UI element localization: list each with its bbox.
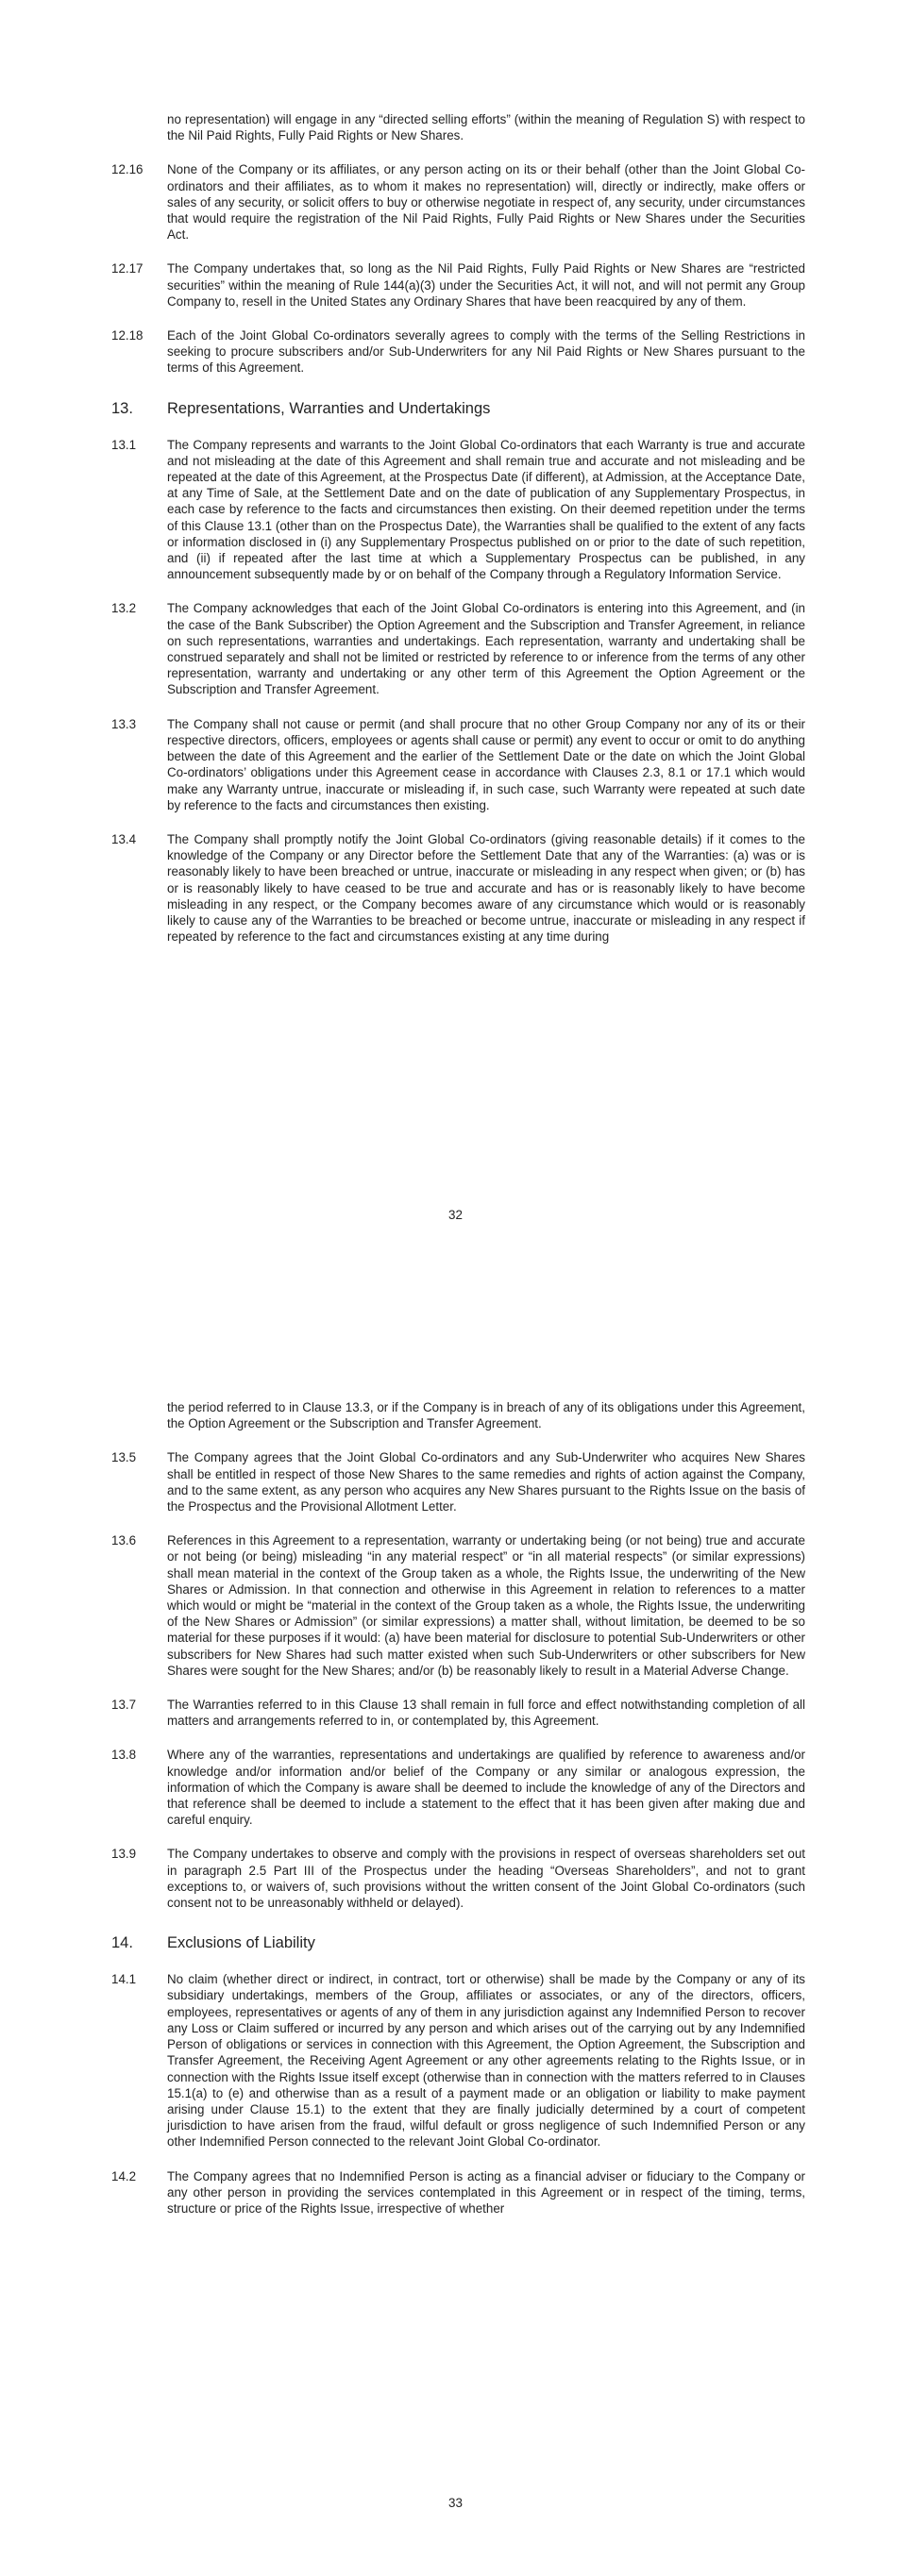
clause-text: The Warranties referred to in this Clause 13 shall remain in full force and effect notwithstanding completion of all matters and arrangements referred to in, or contemplated by, this Agreement.: [167, 1698, 805, 1729]
clause-13-9: [111, 1846, 805, 1911]
clause-13-6: [111, 1532, 805, 1679]
clause-text: Each of the Joint Global Co-ordinators severally agrees to comply with the terms of the Selling Restrictions in seeking to procure subscribers and/or Sub-Underwriters for any Nil Paid Rights or New Shares pursuant to the terms of this Agreement.: [167, 328, 805, 376]
clause-text: References in this Agreement to a representation, warranty or undertaking being (or not being) true and accurate or not being (or being) misleading “in any material respect” or “in all material respects” (or similar expressions) shall mean material in the context of the Group taken as a whole, the Rights Issue, the underwriting of the New Shares or Admission. In that connection and otherwise in this Agreement in relation to references to a matter which would or might be “material in the context of the Group taken as a whole, the Rights Issue, the underwriting of the New Shares or Admission” (or similar expressions) a matter shall, without limitation, be deemed to be so material for these purposes if it would: (a) have been material for disclosure to potential Sub-Underwriters or other subscribers for New Shares had such matter existed when such Sub-Underwriters or other subscribers for New Shares were sought for the New Shares; and/or (b) be reasonably likely to result in a Material Adverse Change.: [167, 1533, 805, 1678]
page-32-body: [111, 111, 805, 962]
clause-12-17: [111, 260, 805, 309]
clause-13-7: [111, 1697, 805, 1729]
clause-number: 13.5: [111, 1450, 137, 1465]
clause-13-5: [111, 1449, 805, 1514]
clause-12-16: [111, 161, 805, 243]
clause-text: The Company undertakes to observe and comply with the provisions in respect of overseas shareholders set out in paragraph 2.5 Part III of the Prospectus under the heading “Overseas Shareholders”, and not to grant exceptions to, or waivers of, such provisions without the written consent of the Joint Global Co-ordinators (such consent not to be unreasonably withheld or delayed).: [167, 1847, 805, 1911]
clause-number: 12.18: [111, 328, 143, 343]
clause-14-1: [111, 1971, 805, 2149]
page-33-body: [111, 1399, 805, 2234]
section-title: Representations, Warranties and Undertakings: [167, 399, 491, 417]
clause-number: 13.3: [111, 716, 137, 731]
section-heading-13: [111, 399, 805, 418]
clause-14-2: [111, 2168, 805, 2217]
clause-text: The Company shall promptly notify the Joint Global Co-ordinators (giving reasonable details) if it comes to the knowledge of the Company or any Director before the Settlement Date that any of the Warranties: (a) was or is reasonably likely to have been breached or untrue, inaccurate or misleading in any respect when given; or (b) has or is reasonably likely to have ceased to be true and accurate and has or is reasonably likely to have become misleading in any respect, or the Company becomes aware of any circumstance which would or is reasonably likely to cause any of the Warranties to be breached or become untrue, inaccurate or misleading in any respect if repeated by reference to the fact and circumstances existing at any time during: [167, 831, 805, 945]
clause-text: No claim (whether direct or indirect, in contract, tort or otherwise) shall be made by the Company or any of its subsidiary undertakings, members of the Group, affiliates or associates, or any of the directors, officers, employees, representatives or agents of any of them in any jurisdiction against any Indemnified Person to recover any Loss or Claim suffered or incurred by any person and which arises out of the carrying out by any Indemnified Person of obligations or services in connection with this Agreement, the Option Agreement, the Subscription and Transfer Agreement, the Receiving Agent Agreement or any other agreements relating to the Rights Issue, or in connection with the Rights Issue itself except (otherwise than in connection with the matters referred to in Clauses 15.1(a) to (e) and otherwise than as a result of a payment made or an obligation or liability to make payment arising under Clause 15.1) to the extent that they are finally judicially determined by a court of competent jurisdiction to have arisen from the fraud, wilful default or gross negligence of such Indemnified Person or any other Indemnified Person connected to the relevant Joint Global Co-ordinator.: [167, 1972, 805, 2149]
clause-number: 13.6: [111, 1533, 137, 1548]
clause-number: 13.9: [111, 1847, 137, 1862]
clause-number: 12.17: [111, 261, 143, 276]
clause-text: The Company shall not cause or permit (and shall procure that no other Group Company nor any of its or their respective directors, officers, employees or agents shall cause or permit) any event to occur or omit to do anything between the date of this Agreement and the earlier of the Settlement Date or the date on which the Joint Global Co-ordinators’ obligations under this Agreement cease in accordance with Clauses 2.3, 8.1 or 17.1 which would make any Warranty untrue, inaccurate or misleading if, in such case, such Warranty were repeated at such date by reference to the facts and circumstances then existing.: [167, 716, 805, 812]
clause-number: 14.1: [111, 1972, 137, 1987]
clause-number: 13.1: [111, 437, 137, 452]
continuation-text: the period referred to in Clause 13.3, or if the Company is in breach of any of its obligations under this Agreement, the Option Agreement or the Subscription and Transfer Agreement.: [167, 1400, 805, 1431]
clause-text: The Company undertakes that, so long as the Nil Paid Rights, Fully Paid Rights or New Shares are “restricted securities” within the meaning of Rule 144(a)(3) under the Securities Act, it will not, and will not permit any Group Company to, resell in the United States any Ordinary Shares that have been reacquired by any of them.: [167, 261, 805, 309]
clause-13-8: [111, 1747, 805, 1828]
section-number: 14.: [111, 1934, 133, 1952]
page-number: 33: [448, 2496, 463, 2510]
clause-text: The Company agrees that no Indemnified Person is acting as a financial adviser or fiduciary to the Company or any other person in providing the services contemplated in this Agreement or in respect of the timing, terms, structure or price of the Rights Issue, irrespective of whether: [167, 2168, 805, 2216]
clause-text: The Company agrees that the Joint Global Co-ordinators and any Sub-Underwriter who acquires New Shares shall be entitled in respect of those New Shares to the same remedies and rights of action against the Company, and to the same extent, as any person who acquires any New Shares pursuant to the Rights Issue on the basis of the Prospectus and the Provisional Allotment Letter.: [167, 1450, 805, 1514]
section-heading-14: [111, 1933, 805, 1952]
page-33: [0, 1288, 911, 2576]
clause-text: None of the Company or its affiliates, or any person acting on its or their behalf (other than the Joint Global Co-ordinators and their affiliates, as to whom it makes no representation) will, directly or indirectly, make offers or sales of any security, or solicit offers to buy or otherwise negotiate in respect of, any security, under circumstances that would require the registration of the Nil Paid Rights, Fully Paid Rights or New Shares under the Securities Act.: [167, 162, 805, 243]
clause-number: 13.8: [111, 1748, 137, 1763]
clause-text: Where any of the warranties, representations and undertakings are qualified by reference to awareness and/or knowledge and/or information and/or belief of the Company or any similar or analogous expression, the information of which the Company is aware shall be deemed to include the knowledge of any of the Directors and that reference shall be deemed to include a statement to the effect that it has been given after making due and careful enquiry.: [167, 1748, 805, 1828]
clause-13-1: [111, 437, 805, 583]
clause-number: 13.7: [111, 1698, 137, 1713]
page-number: 32: [448, 1208, 463, 1222]
clause-text: The Company represents and warrants to the Joint Global Co-ordinators that each Warranty is true and accurate and not misleading at the date of this Agreement and shall remain true and accurate and not misleading and be repeated at the date of this Agreement, at the Prospectus Date (if different), at Admission, at the Acceptance Date, at any Time of Sale, at the Settlement Date and on the date of publication of any Supplementary Prospectus, in each case by reference to the facts and circumstances then existing. On their deemed repetition under the terms of this Clause 13.1 (other than on the Prospectus Date), the Warranties shall be qualified to the extent of any facts or information disclosed in (i) any Supplementary Prospectus published on or prior to the date of such repetition, and (ii) if repeated after the last time at which a Supplementary Prospectus can be published, in any announcement subsequently made by or on behalf of the Company through a Regulatory Information Service.: [167, 437, 805, 582]
clause-13-3: [111, 716, 805, 813]
clause-13-4: [111, 831, 805, 945]
clause-number: 13.2: [111, 601, 137, 616]
clause-number: 13.4: [111, 831, 137, 846]
continuation-text: no representation) will engage in any “directed selling efforts” (within the meaning of Regulation S) with respect to the Nil Paid Rights, Fully Paid Rights or New Shares.: [167, 112, 805, 143]
clause-number: 14.2: [111, 2168, 137, 2183]
section-title: Exclusions of Liability: [167, 1934, 315, 1952]
clause-12-18: [111, 327, 805, 376]
section-number: 13.: [111, 399, 133, 417]
clause-number: 12.16: [111, 162, 143, 177]
clause-text: The Company acknowledges that each of the Joint Global Co-ordinators is entering into this Agreement, and (in the case of the Bank Subscriber) the Option Agreement and the Subscription and Transfer Agreement, in reliance on such representations, warranties and undertakings. Each representation, warranty and undertaking shall be construed separately and shall not be limited or restricted by reference to or inference from the terms of any other representation, warranty and undertaking or any other term of this Agreement the Option Agreement or the Subscription and Transfer Agreement.: [167, 601, 805, 697]
clause-13-2: [111, 600, 805, 697]
